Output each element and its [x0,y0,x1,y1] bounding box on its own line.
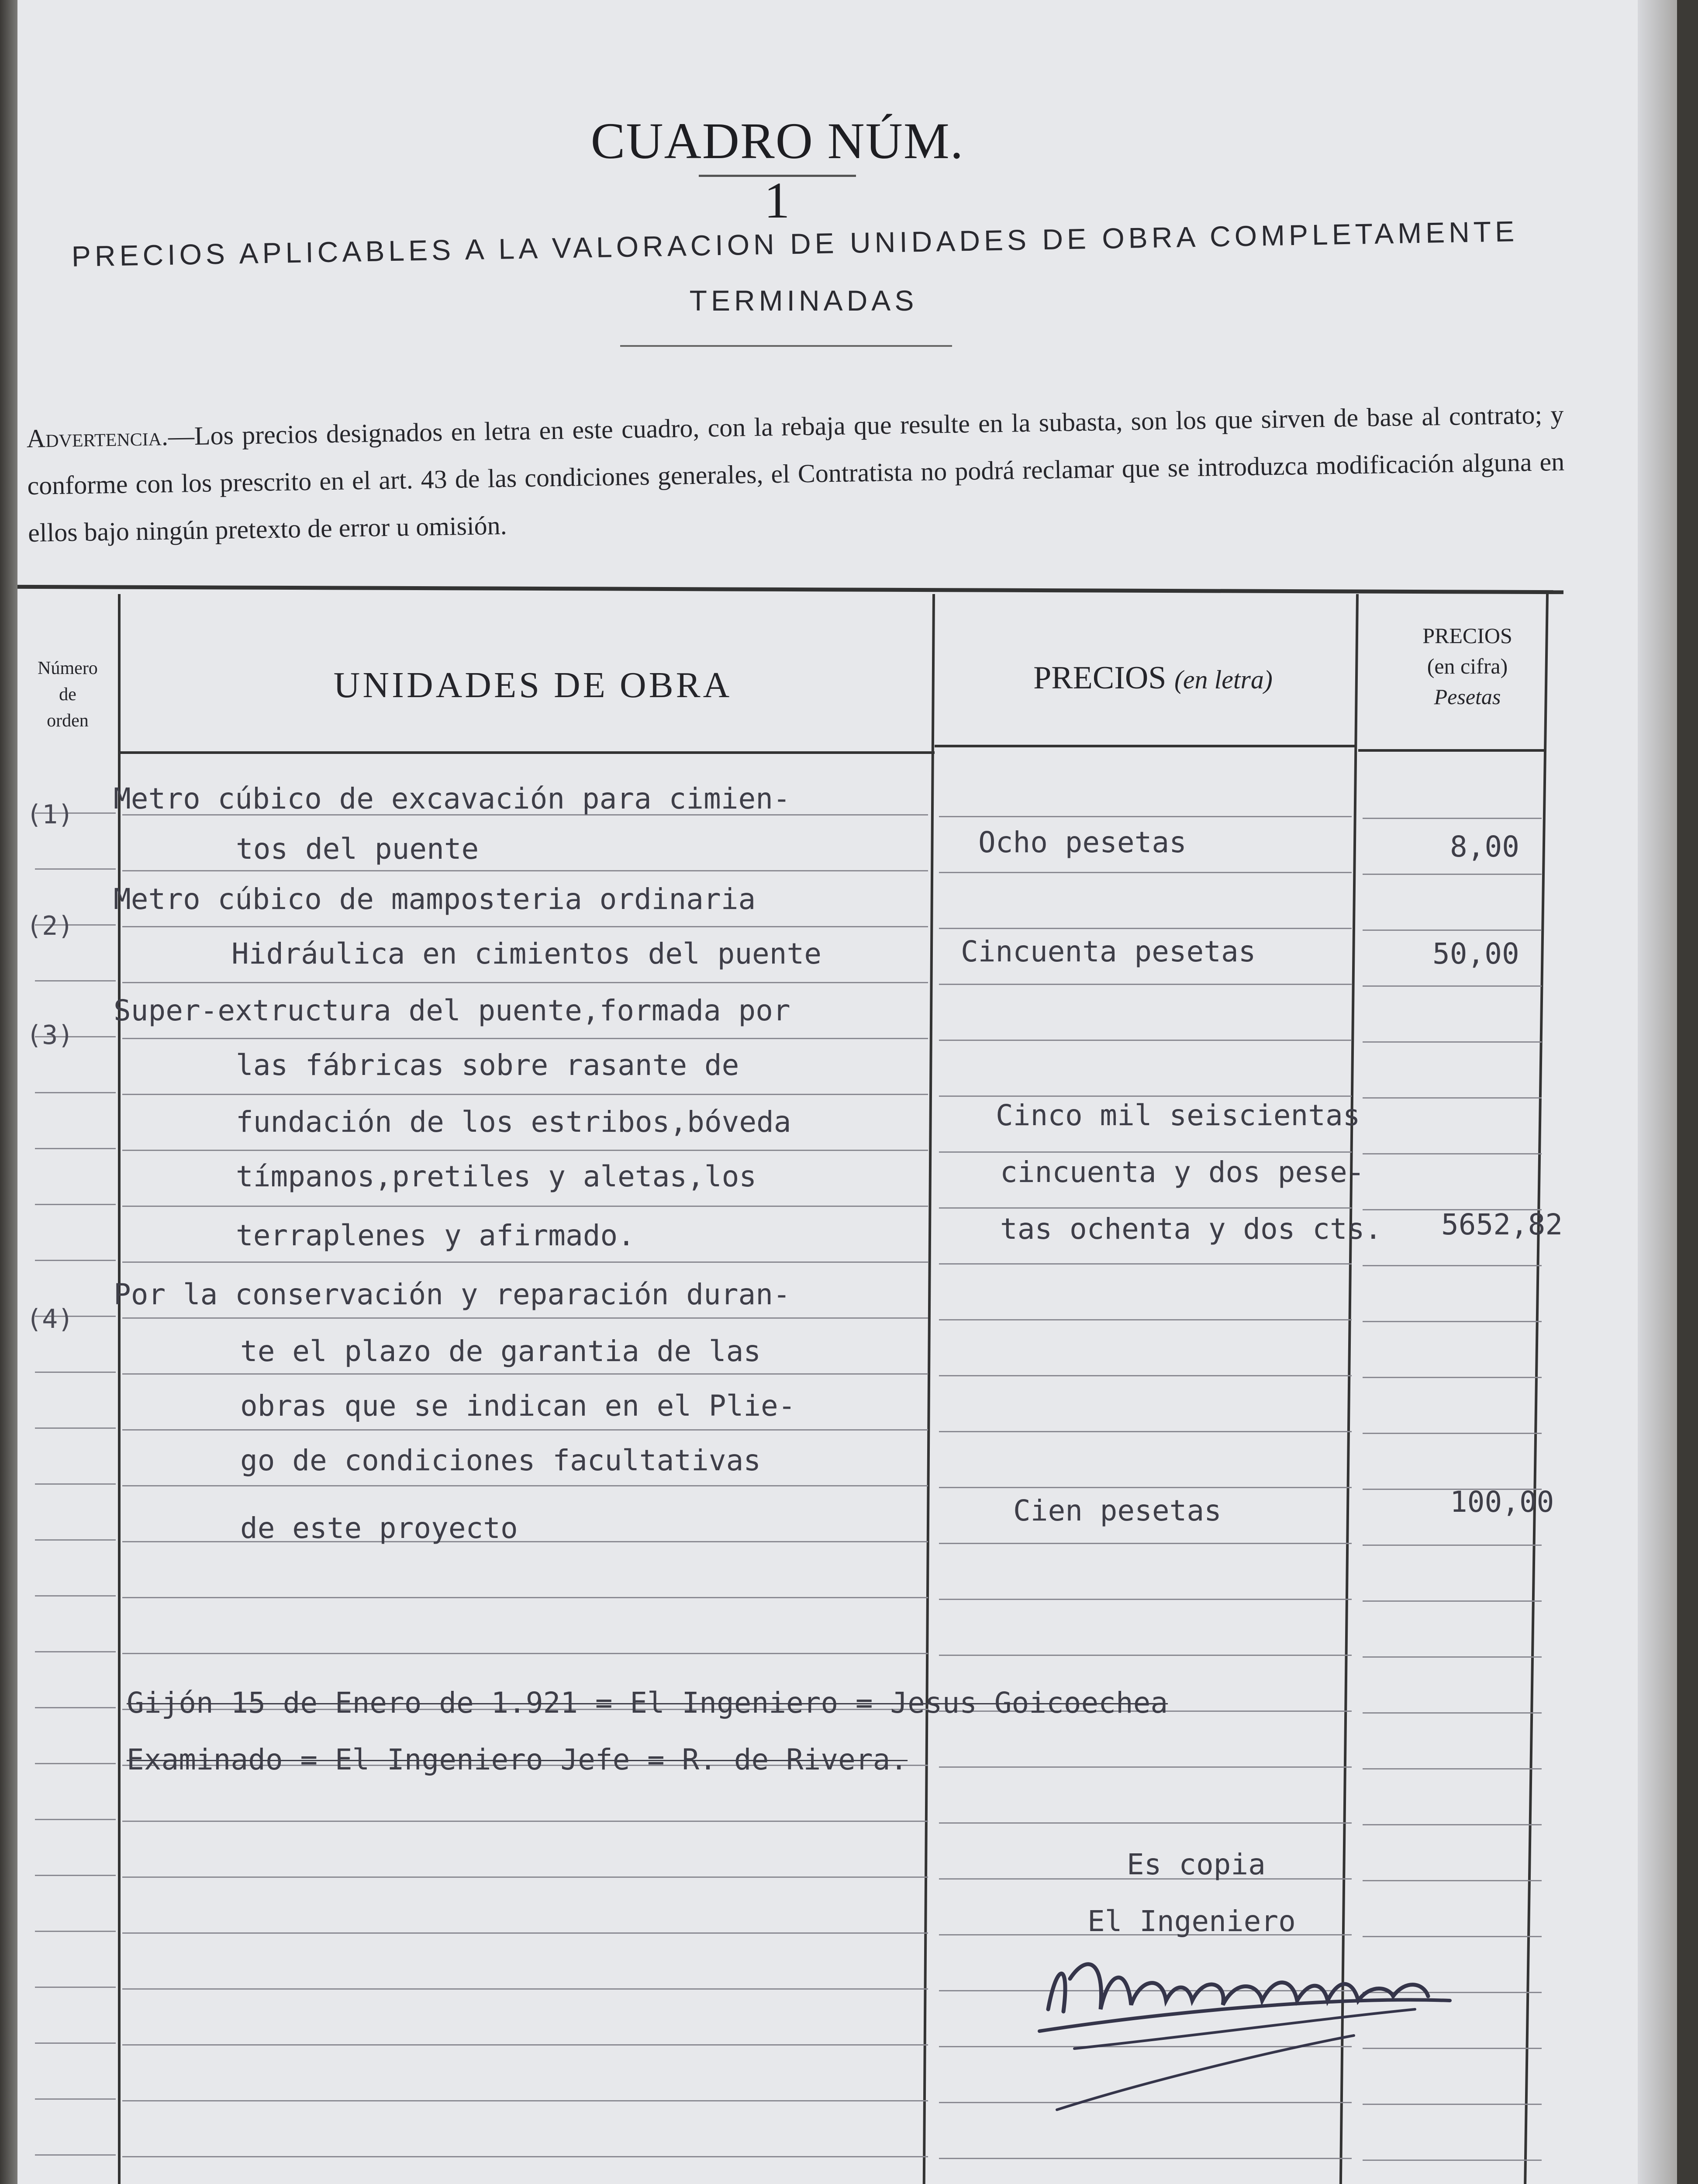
ruled-line [1363,930,1542,931]
ruled-line [1363,1153,1542,1154]
ruled-line [939,872,1352,873]
row-1-price-letter: Ocho pesetas [978,826,1187,859]
row-2-price-figure: 50,00 [1432,937,1519,971]
ruled-line [1363,1824,1542,1825]
header-units: UNIDADES DE OBRA [333,665,732,705]
ruled-line [939,1151,1352,1153]
subtitle-line-2: TERMINADAS [689,284,918,317]
footer-engineer-role: El Ingeniero [1087,1904,1296,1938]
table-top-rule [17,585,1563,594]
row-3-line-1: Super-extructura del puente,formada por [114,994,790,1027]
ruled-line [122,1094,928,1095]
ruled-line [122,870,928,871]
header-price-figure-title: PRECIOS [1422,623,1512,648]
ruled-line [939,1822,1352,1824]
ruled-line [35,1539,116,1541]
ruled-line [939,1487,1352,1488]
ruled-line [35,1372,116,1373]
header-price-letter-note: (en letra) [1174,665,1273,694]
ruled-line [122,1429,928,1431]
ruled-line [35,868,116,870]
ruled-line [939,1599,1352,1600]
ruled-line [1363,985,1542,987]
ruled-line [122,1261,928,1263]
ruled-line [939,1095,1352,1097]
ruled-line [122,1206,928,1207]
header-number-line-2: de [59,684,76,705]
ruled-line [939,1319,1352,1320]
row-3-line-5: terraplenes y afirmado. [236,1219,635,1252]
ruled-line [35,1875,116,1876]
ruled-line [122,1988,928,1990]
row-4-line-3: obras que se indican en el Plie- [240,1389,796,1423]
ruled-line [939,1766,1352,1768]
ruled-line [35,1931,116,1932]
row-3-price-letter-2: cincuenta y dos pese- [1000,1155,1365,1189]
ruled-line [35,980,116,981]
row-3-price-letter-3: tas ochenta y dos cts. [1000,1212,1382,1246]
row-4-price-letter: Cien pesetas [1013,1494,1222,1527]
ruled-line [1363,2160,1542,2161]
ruled-line [939,1263,1352,1265]
ruled-line [939,928,1352,929]
header-price-figure-unit: Pesetas [1434,684,1501,709]
header-number-line-1: Número [38,658,98,678]
row-4-line-4: go de condiciones facultativas [240,1444,761,1477]
subtitle-line-1: PRECIOS APLICABLES A LA VALORACION DE UNIDADES DE OBRA COMPLETAMENTE [71,215,1519,273]
header-number-line-3: orden [47,711,89,731]
ruled-line [939,1655,1352,1656]
row-4-number: (4) [26,1304,74,1334]
row-2-price-letter: Cincuenta pesetas [961,935,1256,968]
page-edge [1638,0,1677,2184]
ruled-line [122,1485,928,1486]
ruled-line [35,1987,116,1988]
ruled-line [35,2042,116,2044]
row-4-line-2: te el plazo de garantia de las [240,1334,761,1368]
ruled-line [122,1373,928,1375]
ruled-line [939,1431,1352,1432]
ruled-line [122,1932,928,1934]
header-rule-figure [1358,749,1546,752]
column-divider-units [922,594,935,2184]
header-price-figure [1363,620,1572,712]
row-1-number: (1) [26,799,74,830]
title-underline [699,175,856,177]
subtitle-underline [620,345,952,347]
ruled-line [122,2100,928,2101]
footer-copy-note: Es copia [1127,1848,1266,1881]
ruled-line [122,926,928,927]
ruled-line [1363,1265,1542,1266]
ruled-line [35,1260,116,1261]
footer-examined-line: Examinado = El Ingeniero Jefe = R. de Rivera. [127,1743,908,1776]
footer-signature-line: Gijón 15 de Enero de 1.921 = El Ingeniero = Jesus Goicoechea [127,1686,1168,1720]
row-3-line-2: las fábricas sobre rasante de [236,1048,739,1082]
row-3-price-figure: 5652,82 [1441,1208,1563,1241]
ruled-line [122,1150,928,1151]
notice-text: —Los precios designados en letra en este cuadro, con la rebaja que resulte en la subasta, son los que sirven de base al contrato; y conforme con los prescrito en el art. 43 de las condiciones generales, el Contratista no podrá reclamar que se introduzca modificación alguna en ellos bajo ningún pretexto de error u omisión. [27,400,1565,547]
header-rule-units [118,751,935,754]
handwritten-signature [1022,1935,1481,2127]
ruled-line [939,2158,1352,2159]
ruled-line [1363,874,1542,875]
row-1-price-figure: 8,00 [1450,830,1519,864]
header-price-letter-title: PRECIOS [1033,660,1167,696]
header-rule-letter [935,745,1356,747]
row-2-line-1: Metro cúbico de mamposteria ordinaria [114,882,756,916]
ruled-line [35,1483,116,1485]
row-4-price-figure: 100,00 [1450,1485,1554,1519]
ruled-line [939,984,1352,985]
row-3-number: (3) [26,1020,74,1051]
row-3-price-letter-1: Cinco mil seiscientas [996,1099,1360,1132]
ruled-line [122,1876,928,1878]
ruled-line [35,1595,116,1597]
ruled-line [939,1207,1352,1209]
row-2-number: (2) [26,911,74,941]
row-3-line-4: tímpanos,pretiles y aletas,los [236,1160,757,1193]
header-price-letter [935,660,1371,697]
notice-paragraph [26,391,1566,556]
ruled-line [35,1092,116,1093]
ruled-line [1363,1041,1542,1043]
ruled-line [939,1543,1352,1544]
row-4-line-1: Por la conservación y reparación duran- [114,1278,790,1311]
ruled-line [1363,1097,1542,1099]
document-page [17,0,1677,2184]
ruled-line [35,2098,116,2100]
ruled-line [122,2044,928,2046]
row-3-line-3: fundación de los estribos,bóveda [236,1105,791,1139]
ruled-line [122,982,928,983]
header-price-figure-note: (en cifra) [1427,654,1508,678]
ruled-line [122,1038,928,1039]
ruled-line [1363,1880,1542,1881]
row-4-line-5: de este proyecto [240,1511,518,1545]
page-title: CUADRO NÚM. 1 [590,112,964,229]
ruled-line [122,2156,928,2157]
ruled-line [35,1763,116,1764]
ruled-line [35,1427,116,1429]
ruled-line [35,1819,116,1820]
header-number [17,655,118,734]
ruled-line [939,816,1352,817]
ruled-line [35,1148,116,1149]
row-2-line-2: Hidráulica en cimientos del puente [231,937,822,971]
ruled-line [122,1821,928,1822]
notice-label: Advertencia. [26,422,169,453]
column-divider-number [118,594,121,2184]
ruled-line [1363,1377,1542,1378]
ruled-line [939,1040,1352,1041]
ruled-line [1363,1321,1542,1322]
ruled-line [122,1317,928,1319]
book-spine [0,0,17,2184]
ruled-line [35,1204,116,1205]
row-1-line-1: Metro cúbico de excavación para cimien- [114,782,790,816]
ruled-line [122,1653,928,1654]
ruled-line [1363,1656,1542,1658]
ruled-line [1363,1768,1542,1769]
ruled-line [35,1651,116,1652]
ruled-line [1363,1600,1542,1602]
column-divider-figure [1523,594,1549,2184]
ruled-line [1363,818,1542,819]
ruled-line [939,1375,1352,1376]
ruled-line [122,1597,928,1598]
row-1-line-2: tos del puente [236,832,479,866]
ruled-line [1363,1545,1542,1546]
ruled-line [35,2154,116,2156]
ruled-line [1363,1433,1542,1434]
ruled-line [35,1707,116,1708]
ruled-line [1363,1712,1542,1714]
